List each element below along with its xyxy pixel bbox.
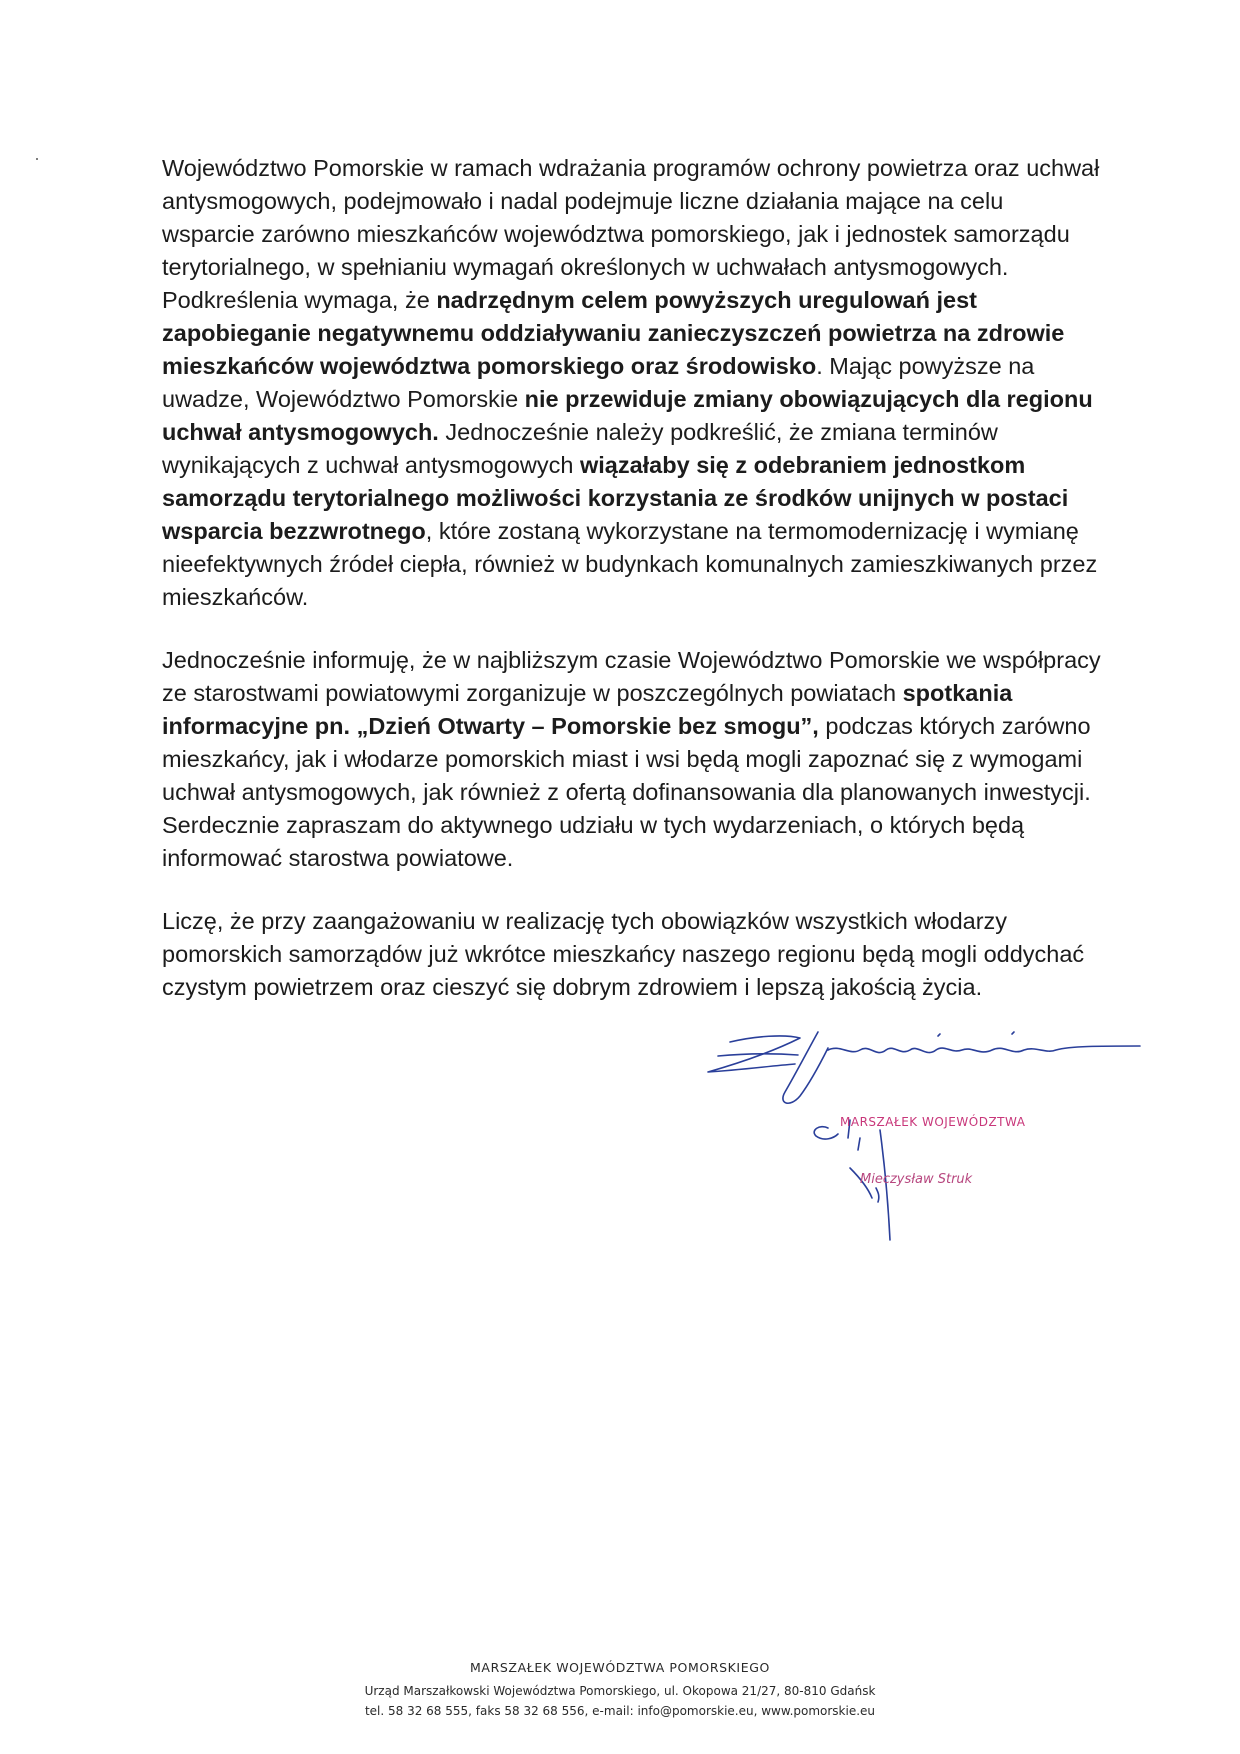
footer-address: Urząd Marszałkowski Województwa Pomorskiego, ul. Okopowa 21/27, 80-810 Gdańsk — [364, 1684, 876, 1698]
signature-block — [700, 1020, 1160, 1280]
text-run: Jednocześnie należy podkreślić, że zmiana terminów wynikających z uchwał antysmogowych — [162, 419, 998, 478]
paragraph-3 — [162, 905, 1102, 1004]
paragraph-1 — [162, 152, 1102, 614]
bold-text-run: spotkania informacyjne pn. „Dzień Otwarty – Pomorskie bez smogu”, — [162, 680, 1013, 739]
handwritten-signature — [700, 1020, 1160, 1280]
text-run: Województwo Pomorskie w ramach wdrażania programów ochrony powietrza oraz uchwał antysmogowych, podejmowało i nadal podejmuje liczne działania mające na celu wsparcie zarówno mieszkańców województwa pomorskiego, jak i jednostek samorządu terytorialnego, w spełnianiu wymagań określonych w uchwałach antysmogowych. Podkreślenia wymaga, że — [162, 155, 1100, 313]
footer-contact: tel. 58 32 68 555, faks 58 32 68 556, e-mail: info@pomorskie.eu, www.pomorskie.eu — [364, 1704, 876, 1718]
bold-text-run: wiązałaby się z odebraniem jednostkom samorządu terytorialnego możliwości korzystania ze środków unijnych w postaci wsparcia bezzwrotnego — [162, 452, 1069, 544]
paragraph-2 — [162, 644, 1102, 875]
text-run: podczas których zarówno mieszkańcy, jak i włodarze pomorskich miast i wsi będą mogli zapoznać się z wymogami uchwał antysmogowych, jak również z ofertą dofinansowania dla planowanych inwestycji. Serdecznie zapraszam do aktywnego udziału w tych wydarzeniach, o których będą informować starostwa powiatowe. — [162, 713, 1091, 871]
text-run: , które zostaną wykorzystane na termomodernizację i wymianę nieefektywnych źródeł ciepła, również w budynkach komunalnych zamieszkiwanych przez mieszkańców. — [162, 518, 1098, 610]
stamp-name: Mieczysław Struk — [860, 1172, 973, 1187]
stamp-title: MARSZAŁEK WOJEWÓDZTWA — [840, 1115, 1026, 1129]
footer-title: MARSZAŁEK WOJEWÓDZTWA POMORSKIEGO — [470, 1660, 770, 1675]
text-run: Jednocześnie informuję, że w najbliższym czasie Województwo Pomorskie we współpracy ze starostwami powiatowymi zorganizuje w poszczególnych powiatach — [162, 647, 1101, 706]
letter-body — [162, 152, 1102, 1034]
bold-text-run: nie przewiduje zmiany obowiązujących dla regionu uchwał antysmogowych. — [162, 386, 1093, 445]
text-run: Liczę, że przy zaangażowaniu w realizację tych obowiązków wszystkich włodarzy pomorskich samorządów już wkrótce mieszkańcy naszego regionu będą mogli oddychać czystym powietrzem oraz cieszyć się dobrym zdrowiem i lepszą jakością życia. — [162, 908, 1085, 1000]
footer — [0, 1660, 1240, 1721]
bold-text-run: nadrzędnym celem powyższych uregulowań jest zapobieganie negatywnemu oddziaływaniu zanieczyszczeń powietrza na zdrowie mieszkańców województwa pomorskiego oraz środowisko — [162, 287, 1065, 379]
text-run: . Mając powyższe na uwadze, Województwo Pomorskie — [162, 353, 1035, 412]
scan-speck — [36, 158, 38, 160]
